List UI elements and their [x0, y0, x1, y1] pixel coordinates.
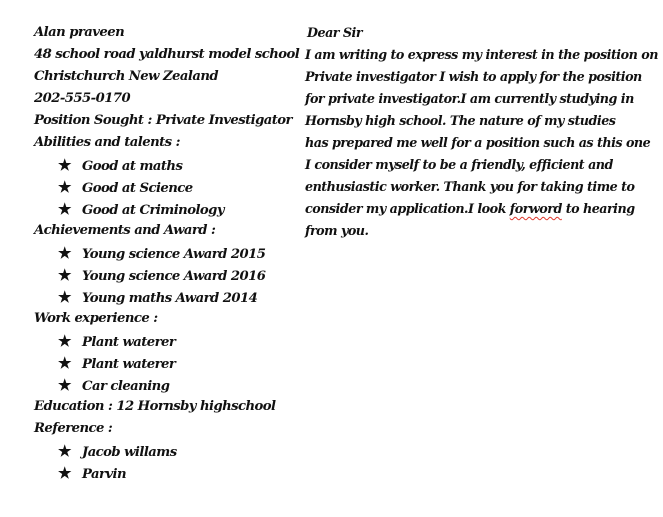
position-sought: Position Sought : Private Investigator	[34, 113, 292, 128]
list-item	[34, 264, 299, 286]
list-item	[34, 462, 299, 484]
list-item	[34, 352, 299, 374]
list-item	[34, 440, 299, 462]
achievement-text: Young science Award 2015	[82, 247, 266, 262]
misspelled-word[interactable]: forword	[509, 201, 562, 216]
star-bullet-icon: ★	[58, 266, 71, 284]
list-item	[34, 154, 299, 176]
list-item	[34, 330, 299, 352]
letter-line: Private investigator I wish to apply for the position	[305, 69, 642, 84]
work-heading: Work experience :	[34, 311, 158, 326]
applicant-name: Alan praveen	[34, 25, 125, 40]
applicant-address: 48 school road yaldhurst model school	[34, 47, 300, 62]
ability-text: Good at Criminology	[82, 203, 224, 218]
list-item	[34, 176, 299, 198]
list-item	[34, 286, 299, 308]
star-bullet-icon: ★	[58, 178, 71, 196]
reference-text: Jacob willams	[82, 445, 177, 460]
list-item	[34, 242, 299, 264]
reference-text: Parvin	[82, 467, 127, 482]
star-bullet-icon: ★	[58, 464, 71, 482]
work-text: Car cleaning	[82, 379, 170, 394]
star-bullet-icon: ★	[58, 332, 71, 350]
letter-line	[305, 198, 645, 220]
star-bullet-icon: ★	[58, 288, 71, 306]
letter-line: has prepared me well for a position such as this one	[305, 135, 651, 150]
letter-line: I consider myself to be a friendly, efficient and	[305, 157, 613, 172]
list-item	[34, 198, 299, 220]
letter-line: for private investigator.I am currently studying in	[305, 91, 634, 106]
star-bullet-icon: ★	[58, 354, 71, 372]
letter-line: I am writing to express my interest in the position on	[305, 47, 658, 62]
cover-letter-column	[305, 22, 658, 242]
letter-text: consider my application.I look	[305, 201, 510, 216]
resume-column	[34, 22, 299, 484]
reference-heading: Reference :	[34, 421, 113, 436]
star-bullet-icon: ★	[58, 442, 71, 460]
work-text: Plant waterer	[82, 357, 176, 372]
list-item	[34, 374, 299, 396]
achievement-text: Young maths Award 2014	[82, 291, 258, 306]
letter-line: enthusiastic worker. Thank you for taking time to	[305, 179, 635, 194]
achievement-text: Young science Award 2016	[82, 269, 266, 284]
ability-text: Good at Science	[82, 181, 193, 196]
work-text: Plant waterer	[82, 335, 176, 350]
applicant-city: Christchurch New Zealand	[34, 69, 219, 84]
ability-text: Good at maths	[82, 159, 183, 174]
education-line: Education : 12 Hornsby highschool	[34, 399, 276, 414]
letter-line: from you.	[305, 223, 369, 238]
achievements-heading: Achievements and Award :	[34, 223, 216, 238]
abilities-heading: Abilities and talents :	[34, 135, 180, 150]
letter-line: Hornsby high school. The nature of my studies	[305, 113, 616, 128]
star-bullet-icon: ★	[58, 156, 71, 174]
star-bullet-icon: ★	[58, 200, 71, 218]
star-bullet-icon: ★	[58, 376, 71, 394]
letter-text: to hearing	[561, 201, 635, 216]
applicant-phone: 202-555-0170	[34, 91, 131, 106]
letter-greeting: Dear Sir	[307, 25, 363, 40]
star-bullet-icon: ★	[58, 244, 71, 262]
